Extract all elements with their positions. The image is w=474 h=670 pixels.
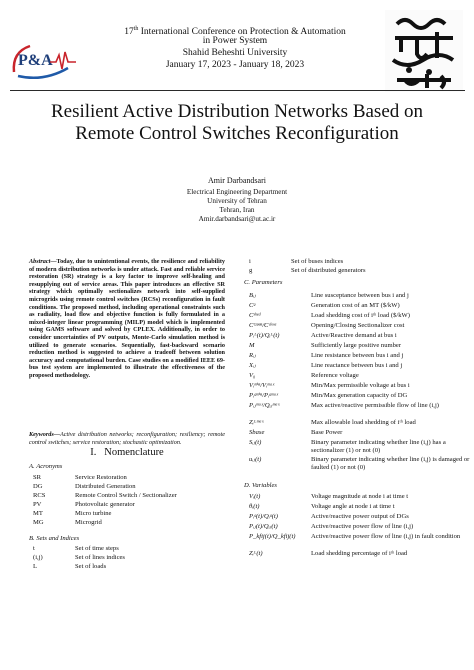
definition: Active/reactive power flow of line (i,j) — [311, 523, 414, 530]
symbol: Pᵢᵍ(t)/Qᵢᵍ(t) — [249, 513, 278, 520]
conference-logo — [8, 38, 80, 82]
paper-title: Resilient Active Distribution Networks Based on Remote Control Switches Reconfiguration — [50, 101, 424, 144]
definition: Distributed Generation — [75, 483, 136, 490]
variables-heading: D. Variables — [244, 482, 277, 489]
conference-name-line2: in Power System — [202, 36, 268, 46]
symbol: Pᵢⱼ(t)/Qᵢⱼ(t) — [249, 523, 278, 530]
definition: Set of time steps — [75, 545, 119, 552]
conference-dates: January 17, 2023 - January 18, 2023 — [165, 60, 305, 70]
definition: Min/Max generation capacity of DG — [311, 392, 408, 399]
definition: Voltage magnitude at node i at time t — [311, 493, 409, 500]
symbol: MT — [33, 510, 43, 517]
definition: Line susceptance between bus i and j — [311, 292, 409, 299]
symbol: V₀ — [249, 372, 256, 379]
definition: Set of distributed generators — [291, 267, 366, 274]
definition: Set of loads — [75, 563, 107, 570]
symbol: uᵢⱼ(t) — [249, 456, 262, 463]
symbol: Pᵢᴸ(t)/Qᵢᴸ(t) — [249, 332, 280, 339]
definition: Load shedding percentage of iᵗʰ load — [311, 550, 408, 557]
sets-heading: B. Sets and Indices — [29, 535, 80, 542]
symbol: SR — [33, 474, 42, 481]
symbol: Pᵢⱼᵐᵃˣ/Qᵢⱼᵐᵃˣ — [249, 402, 280, 409]
symbol: P_kfij(t)/Q_kfij(t) — [249, 533, 296, 540]
definition: Generation cost of an MT ($/kW) — [311, 302, 400, 309]
definition: Micro turbine — [75, 510, 112, 517]
symbol: Xᵢⱼ — [249, 362, 256, 369]
symbol: Sᵢⱼ(t) — [249, 439, 262, 446]
definition: Max active/reactive permissible flow of line (i,j) — [311, 402, 439, 409]
symbol: i — [249, 258, 251, 265]
definition: Set of buses indices — [291, 258, 344, 265]
definition: Voltage angle at node i at time t — [311, 503, 395, 510]
definition: Service Restoration — [75, 474, 127, 481]
author-name: Amir Darbandsari — [208, 176, 266, 185]
symbol: Cˢʰᵉᵈ — [249, 312, 261, 319]
symbol: Zᵢᴸᵐᵃˣ — [249, 419, 264, 426]
symbol: MG — [33, 519, 44, 526]
definition: Photovoltaic generator — [75, 501, 135, 508]
conference-name-line1: 17th International Conference on Protection & Automation — [124, 26, 346, 38]
nomenclature-heading: I. Nomenclature — [90, 447, 164, 458]
symbol: Cᴼᵖᵉⁿ/Cᶜˡᵒˢᵉ — [249, 322, 277, 329]
symbol: RCS — [33, 492, 46, 499]
definition: Base Power — [311, 429, 343, 436]
symbol: Zᵢᴸ(t) — [249, 550, 263, 557]
symbol: Pᵢᵍᵐⁱⁿ/Pᵢᵍᵐᵃˣ — [249, 392, 279, 399]
symbol: Sbase — [249, 429, 265, 436]
definition: Load shedding cost of iᵗʰ load ($/kW) — [311, 312, 410, 319]
symbol: g — [249, 267, 253, 274]
definition: Opening/Closing Sectionalizer cost — [311, 322, 405, 329]
symbol: Rᵢⱼ — [249, 352, 256, 359]
symbol: M — [249, 342, 255, 349]
author-department: Electrical Engineering Department — [186, 188, 288, 196]
definition: Active/Reactive demand at bus i — [311, 332, 397, 339]
conference-university: Shahid Beheshti University — [182, 48, 288, 58]
symbol: Bᵢⱼ — [249, 292, 256, 299]
definition: Microgrid — [75, 519, 102, 526]
header-rule — [10, 90, 465, 91]
symbol: Vᵢᵐⁱⁿ/Vᵢᵐᵃˣ — [249, 382, 275, 389]
author-city: Tehran, Iran — [219, 206, 255, 214]
symbol: (i,j) — [33, 554, 43, 561]
svg-text:P&A: P&A — [18, 52, 53, 69]
definition: Active/reactive power output of DGs — [311, 513, 409, 520]
definition: Line resistance between bus i and j — [311, 352, 404, 359]
symbol: θᵢ(t) — [249, 503, 260, 510]
symbol: Vᵢ(t) — [249, 493, 261, 500]
symbol: t — [33, 545, 35, 552]
acronyms-heading: A. Acronyms — [29, 463, 63, 470]
symbol: L — [33, 563, 38, 570]
parameters-heading: C. Parameters — [244, 279, 283, 286]
definition: Active/reactive power flow of line (i,j) in fault condition — [311, 533, 461, 540]
definition: Reference voltage — [311, 372, 359, 379]
definition: Binary parameter indicating whether line (i,j) has a sectionalizer (1) or not (0) — [311, 439, 446, 454]
abstract: Abstract—Today, due to unintentional events, the resilience and reliability of modern distribution networks is under attack. Fast and reliable service restoration (SR) strategy is a key factor to improve self-healing and resupplying out of service areas. This paper introduces an effective SR strategy which optimally sectionalizes network into self-supplied microgrids using remote control switches (RCSs) reconfiguration in fault conditions. The proposed method, including operational constraints such as radiality, load flow and objective function is fully formulated in a mixed-integer linear programming (MILP) model which is implemented using GAMS software and solved by CPLEX. Additionally, in order to consider uncertainties of PV outputs, Monte-Carlo simulation method is utilized to generate scenarios. Sequentially, fast-backward scenario reduction method is suggested to achieve a tradeoff between solution accuracy and computational burden. Case studies on a modified IEEE 69-bus test system are implemented to illustrate the effectiveness of the proposed methodology. — [29, 258, 225, 379]
definition: Binary parameter indicating whether line (i,j) is damaged or faulted (1) or not (0) — [311, 456, 470, 471]
keywords: Keywords—Active distribution networks; reconfiguration; resiliency; remote control switches; service restoration; stochastic optimization. — [29, 431, 225, 446]
definition: Line reactance between bus i and j — [311, 362, 403, 369]
definition: Max allowable load shedding of iᵗʰ load — [311, 419, 416, 426]
author-university: University of Tehran — [207, 197, 267, 205]
author-email: Amir.darbandsari@ut.ac.ir — [198, 215, 276, 223]
definition: Sufficiently large positive number — [311, 342, 402, 349]
symbol: PV — [33, 501, 42, 508]
symbol: Cᵍ — [249, 302, 256, 309]
definition: Min/Max permissible voltage at bus i — [311, 382, 410, 389]
definition: Set of lines indices — [75, 554, 125, 561]
university-seal-logo — [383, 8, 465, 94]
symbol: DG — [33, 483, 43, 490]
definition: Remote Control Switch / Sectionalizer — [75, 492, 177, 499]
